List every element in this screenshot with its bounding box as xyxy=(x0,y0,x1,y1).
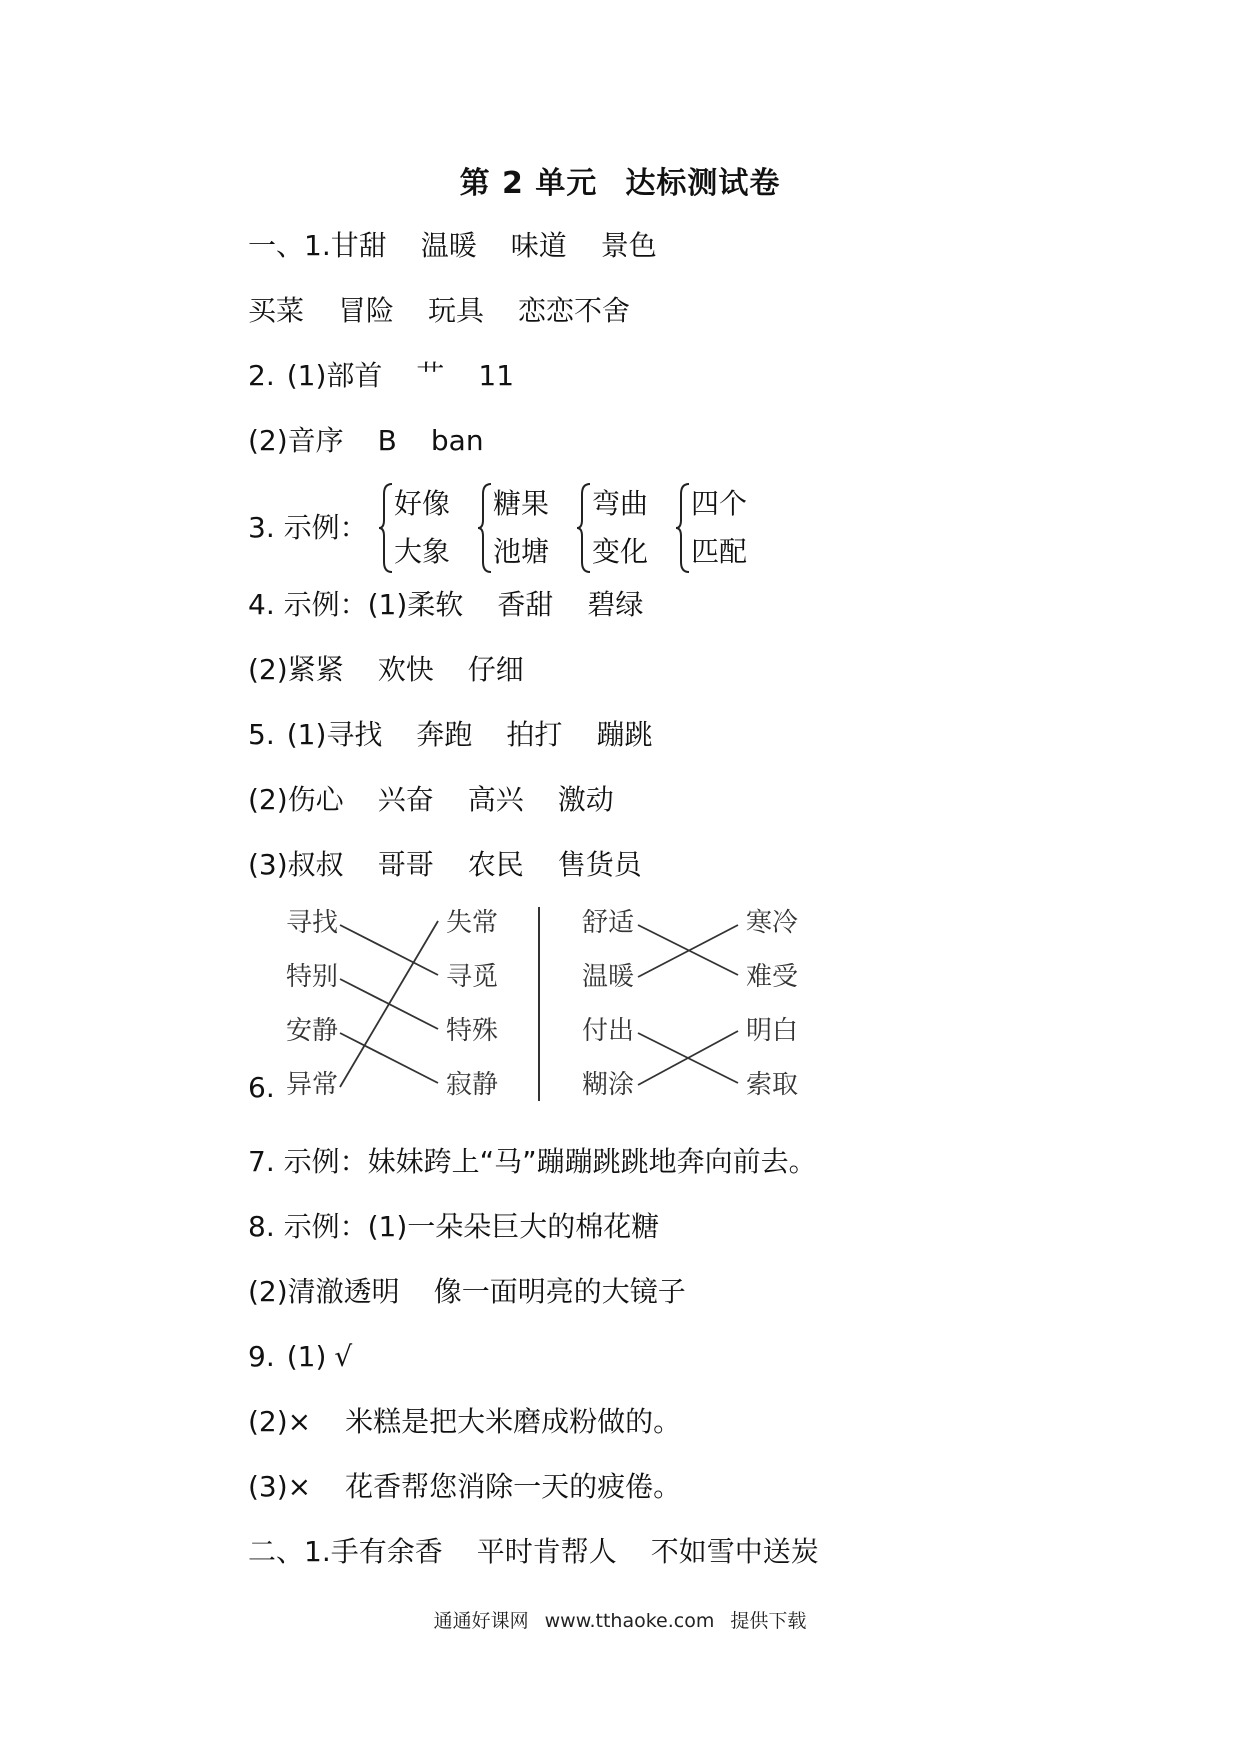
answer-word: 哥哥 xyxy=(377,848,434,881)
match-word: 付出 xyxy=(582,1016,635,1046)
q3-bottom-word: 大象 xyxy=(394,535,451,568)
answer-word: 叔叔 xyxy=(287,848,344,881)
q3-bottom-word: 匹配 xyxy=(691,535,748,568)
q2-radical: 艹 xyxy=(416,359,445,392)
answer-word: 碧绿 xyxy=(587,588,644,621)
answer-word: 味道 xyxy=(510,229,567,262)
q9-prefix: (2) xyxy=(248,1405,288,1438)
match-line xyxy=(340,1033,438,1083)
match-word: 寂静 xyxy=(446,1070,499,1100)
match-word: 舒适 xyxy=(582,908,635,938)
match-line xyxy=(340,921,438,1087)
q1-line2 xyxy=(248,291,630,331)
q3-label: 3. 示例： xyxy=(248,511,368,544)
cross-mark: × xyxy=(287,1470,312,1503)
q4-prefix: (2) xyxy=(248,653,288,686)
answer-word: 不如雪中送炭 xyxy=(650,1535,819,1568)
q3-top-word: 糖果 xyxy=(493,487,550,520)
q9-line3 xyxy=(248,1467,681,1507)
q9-line1 xyxy=(248,1337,352,1377)
footer-note: 提供下载 xyxy=(730,1610,807,1632)
answer-word: 恋恋不舍 xyxy=(518,294,631,327)
match-word: 明白 xyxy=(746,1016,799,1046)
q8-prefix: (2) xyxy=(248,1275,288,1308)
q2-prefix: (2)音序 xyxy=(248,424,344,457)
q2-line1 xyxy=(248,356,514,396)
q9-prefix: (3) xyxy=(248,1470,288,1503)
answer-word: 柔软 xyxy=(407,588,464,621)
q8-answer1: (1)一朵朵巨大的棉花糖 xyxy=(367,1210,660,1243)
title-unit: 第 2 单元 xyxy=(459,166,598,201)
q9-line2 xyxy=(248,1402,681,1442)
answer-word: 农民 xyxy=(467,848,524,881)
q8-label: 8. 示例： xyxy=(248,1210,368,1243)
q1-line1 xyxy=(248,226,657,266)
q2-prefix: (1)部首 xyxy=(286,359,383,392)
answer-word: 温暖 xyxy=(420,229,477,262)
answer-word: 伤心 xyxy=(287,783,344,816)
answer-word: 蹦跳 xyxy=(596,718,653,751)
q7-text: 妹妹跨上“马”蹦蹦跳跳地奔向前去。 xyxy=(367,1145,817,1178)
q5-number: 5. xyxy=(248,718,275,751)
q3-bottom-word: 变化 xyxy=(592,535,649,568)
q2-number: 2. xyxy=(248,359,275,392)
cross-mark: × xyxy=(287,1405,312,1438)
match-word: 异常 xyxy=(286,1070,339,1100)
q8-line2 xyxy=(248,1272,686,1312)
title-name: 达标测试卷 xyxy=(625,166,781,201)
match-word: 寻找 xyxy=(286,908,339,938)
answer-word: 玩具 xyxy=(428,294,485,327)
q6-matching xyxy=(248,905,828,1105)
q7-label: 7. 示例： xyxy=(248,1145,368,1178)
answer-word: 拍打 xyxy=(506,718,563,751)
brace-icon xyxy=(477,482,493,574)
page-title xyxy=(0,158,1240,202)
match-word: 温暖 xyxy=(582,962,635,992)
q1-number: 1. xyxy=(304,229,331,262)
answer-word: 寻找 xyxy=(326,718,383,751)
answer-word: 紧紧 xyxy=(287,653,344,686)
answer-word: 平时肯帮人 xyxy=(476,1535,617,1568)
match-word: 特别 xyxy=(286,962,339,992)
q5-prefix: (3) xyxy=(248,848,288,881)
answer-word: 手有余香 xyxy=(330,1535,443,1568)
answer-word: 激动 xyxy=(557,783,614,816)
q2-strokes: 11 xyxy=(478,359,515,392)
q2-letter: B xyxy=(377,424,397,457)
q4-line2 xyxy=(248,650,524,690)
answer-word: 买菜 xyxy=(248,294,305,327)
answer-word: 甘甜 xyxy=(330,229,387,262)
match-word: 糊涂 xyxy=(582,1070,635,1100)
match-word: 寒冷 xyxy=(746,908,799,938)
answer-word: 清澈透明 xyxy=(287,1275,400,1308)
match-word: 寻觅 xyxy=(446,962,499,992)
brace-icon xyxy=(378,482,394,574)
q4-prefix: (1) xyxy=(367,588,408,621)
check-mark: √ xyxy=(334,1340,353,1373)
q7-line xyxy=(248,1142,817,1182)
q3-bottom-word: 池塘 xyxy=(493,535,550,568)
q3-top-word: 好像 xyxy=(394,487,451,520)
q3-top-word: 弯曲 xyxy=(592,487,649,520)
match-word: 难受 xyxy=(746,962,799,992)
q8-line1 xyxy=(248,1207,659,1247)
match-word: 失常 xyxy=(446,908,499,938)
q2-line2 xyxy=(248,421,484,461)
q5-line1 xyxy=(248,715,652,755)
answer-word: 仔细 xyxy=(467,653,524,686)
answer-word: 像一面明亮的大镜子 xyxy=(433,1275,686,1308)
answer-word: 兴奋 xyxy=(377,783,434,816)
q4-label: 4. 示例： xyxy=(248,588,368,621)
q5-prefix: (1) xyxy=(286,718,327,751)
q4-line1 xyxy=(248,585,643,625)
answer-word: 景色 xyxy=(600,229,657,262)
answer-word: 欢快 xyxy=(377,653,434,686)
q5-prefix: (2) xyxy=(248,783,288,816)
match-word: 特殊 xyxy=(446,1016,499,1046)
answer-word: 奔跑 xyxy=(416,718,473,751)
q5-line2 xyxy=(248,780,614,820)
q3-top-word: 四个 xyxy=(691,487,748,520)
s2-q1-number: 1. xyxy=(304,1535,331,1568)
q9-correction: 米糕是把大米磨成粉做的。 xyxy=(345,1405,682,1438)
brace-icon xyxy=(675,482,691,574)
answer-word: 售货员 xyxy=(557,848,642,881)
q6-number: 6. xyxy=(248,1071,275,1104)
q5-line3 xyxy=(248,845,642,885)
brace-icon xyxy=(576,482,592,574)
page-footer xyxy=(0,1606,1240,1633)
footer-site: 通通好课网 xyxy=(433,1610,529,1632)
q9-correction: 花香帮您消除一天的疲倦。 xyxy=(345,1470,682,1503)
match-word: 安静 xyxy=(286,1016,339,1046)
footer-url[interactable]: www.tthaoke.com xyxy=(544,1610,715,1632)
answer-word: 高兴 xyxy=(467,783,524,816)
answer-word: 冒险 xyxy=(338,294,395,327)
section2-label: 二、 xyxy=(248,1535,305,1568)
section2-line1 xyxy=(248,1532,819,1572)
q9-prefix: (1) xyxy=(286,1340,327,1373)
section1-label: 一、 xyxy=(248,229,305,262)
answer-word: 香甜 xyxy=(497,588,554,621)
q2-pinyin: ban xyxy=(430,424,484,457)
match-line xyxy=(340,925,438,975)
match-line xyxy=(638,1031,738,1085)
match-word: 索取 xyxy=(746,1070,799,1100)
q9-number: 9. xyxy=(248,1340,275,1373)
